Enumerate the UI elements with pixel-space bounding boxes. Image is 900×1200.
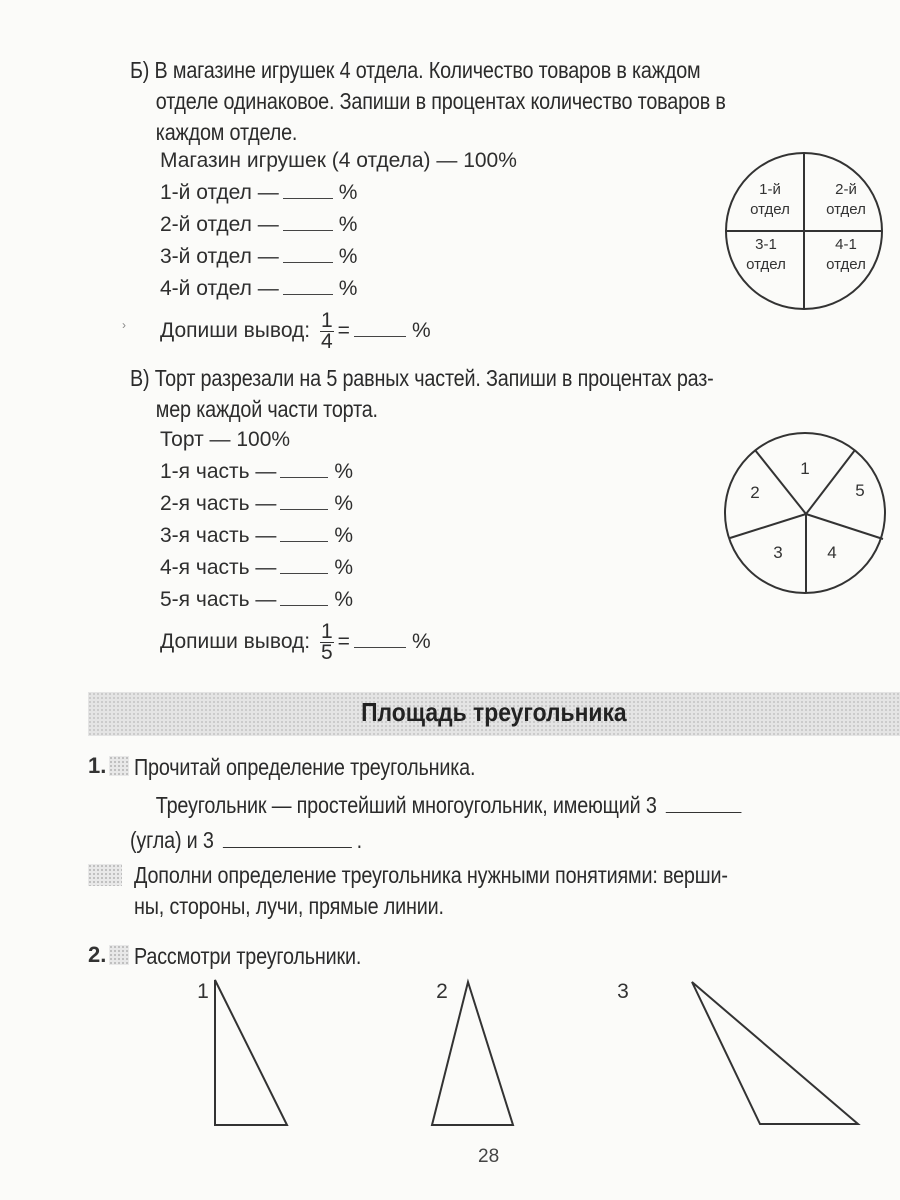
answer-blank[interactable] (354, 646, 406, 648)
task-b-row (160, 241, 517, 273)
exercise-1-definition (130, 790, 890, 856)
sector-2-line-1: 2-й (835, 181, 857, 198)
row-label: 3-й отдел — (160, 245, 279, 268)
exercise-1-number: 1. (88, 753, 129, 779)
percent-sign: % (334, 588, 354, 611)
sector-3-line-1: 3-1 (755, 236, 777, 253)
fraction-one-quarter: $\frac{1}{4}$ (320, 309, 333, 353)
task-v-row (160, 520, 431, 552)
row-label: 1-й отдел — (160, 181, 279, 204)
task-b-rows (160, 145, 517, 352)
definition-line-1: Треугольник — простейший многоугольник, имеющий 3 (130, 790, 784, 821)
exercise-1-instruction (134, 860, 894, 922)
task-v-line-1: В) Торт разрезали на 5 равных частей. Запиши в процентах раз- (130, 365, 714, 391)
sector-4-line-2: отдел (826, 256, 866, 273)
section-header-band (88, 692, 900, 736)
section-title: Площадь треугольника (361, 697, 627, 727)
triangles-figure (180, 970, 900, 1140)
row-label: 1-я часть — (160, 460, 277, 483)
small-mark: › (122, 318, 126, 332)
right-triangle (215, 980, 287, 1125)
fifths-circle-diagram (720, 428, 890, 598)
conclusion-label: Допиши вывод: (160, 319, 311, 343)
task-v-row (160, 456, 431, 488)
page-number: 28 (478, 1146, 500, 1167)
task-v-row (160, 552, 431, 584)
triangle-3-label: 3 (617, 980, 629, 1003)
exercise-2-number: 2. (88, 942, 129, 968)
sector-1-line-2: отдел (750, 201, 790, 218)
row-label: 4-я часть — (160, 556, 277, 579)
percent-sign: % (338, 181, 358, 204)
answer-blank[interactable] (280, 604, 328, 606)
task-b-line-3: каждом отделе. (155, 119, 298, 145)
instruction-line-2: ны, стороны, лучи, прямые линии. (134, 893, 444, 919)
sector-3-line-2: отдел (746, 256, 786, 273)
task-b-line-2: отделе одинаковое. Запиши в процентах количество товаров в (155, 88, 726, 114)
answer-blank[interactable] (283, 293, 333, 295)
percent-sign: % (338, 277, 358, 300)
answer-blank[interactable] (354, 335, 406, 337)
slice-4-label: 4 (827, 543, 837, 562)
answer-blank[interactable] (283, 261, 333, 263)
acute-isosceles-triangle (432, 982, 513, 1125)
obtuse-triangle (692, 982, 858, 1124)
answer-blank-sides[interactable] (222, 846, 351, 848)
slice-3-label: 3 (773, 543, 783, 562)
task-v-line-2: мер каждой части торта. (155, 396, 378, 422)
task-b-conclusion: Допиши вывод: $\frac{1}{4}$ = % (160, 309, 431, 353)
answer-blank[interactable] (280, 540, 328, 542)
conclusion-label: Допиши вывод: (160, 630, 311, 654)
row-label: 5-я часть — (160, 588, 277, 611)
instruction-line-1: Дополни определение треугольника нужными понятиями: верши- (134, 862, 728, 888)
slice-1-label: 1 (800, 459, 810, 478)
percent-sign: % (338, 245, 358, 268)
percent-sign: % (334, 492, 354, 515)
row-label: 2-й отдел — (160, 213, 279, 236)
task-b-line-1: Б) В магазине игрушек 4 отдела. Количество товаров в каждом (130, 57, 701, 83)
row-label: 4-й отдел — (160, 277, 279, 300)
sector-2-line-2: отдел (826, 201, 866, 218)
row-label: 2-я часть — (160, 492, 277, 515)
instruction-dots-decoration (88, 864, 122, 886)
answer-blank[interactable] (280, 508, 328, 510)
task-b-statement (130, 55, 890, 148)
task-b-row (160, 209, 517, 241)
answer-blank[interactable] (280, 476, 328, 478)
answer-blank[interactable] (283, 197, 333, 199)
task-v-rows (160, 424, 431, 663)
percent-sign: % (338, 213, 358, 236)
answer-blank[interactable] (280, 572, 328, 574)
quarters-circle-diagram (718, 152, 890, 312)
definition-line-2: (угла) и 3 . (130, 827, 362, 853)
triangle-2-label: 2 (436, 980, 448, 1003)
exercise-1-prompt: Прочитай определение треугольника. (134, 754, 476, 780)
sector-4-line-1: 4-1 (835, 236, 857, 253)
slice-5-label: 5 (855, 481, 865, 500)
task-b-row (160, 273, 517, 305)
number-dots-decoration (109, 945, 129, 965)
slice-2-label: 2 (750, 483, 760, 502)
task-b-row (160, 177, 517, 209)
percent-sign: % (334, 556, 354, 579)
sector-1-line-1: 1-й (759, 181, 781, 198)
task-v-statement (130, 363, 890, 425)
task-v-total: Торт — 100% (160, 428, 291, 451)
row-label: 3-я часть — (160, 524, 277, 547)
exercise-2-prompt: Рассмотри треугольники. (134, 943, 362, 969)
percent-sign: % (334, 524, 354, 547)
task-v-conclusion: Допиши вывод: $\frac{1}{5}$ = % (160, 620, 431, 664)
task-v-row (160, 584, 431, 616)
answer-blank-vertices[interactable] (665, 811, 741, 813)
triangle-1-label: 1 (197, 980, 209, 1003)
fraction-one-fifth: $\frac{1}{5}$ (320, 620, 333, 664)
task-b-total: Магазин игрушек (4 отдела) — 100% (160, 149, 517, 172)
number-dots-decoration (109, 756, 129, 776)
task-v-row (160, 488, 431, 520)
answer-blank[interactable] (283, 229, 333, 231)
percent-sign: % (334, 460, 354, 483)
